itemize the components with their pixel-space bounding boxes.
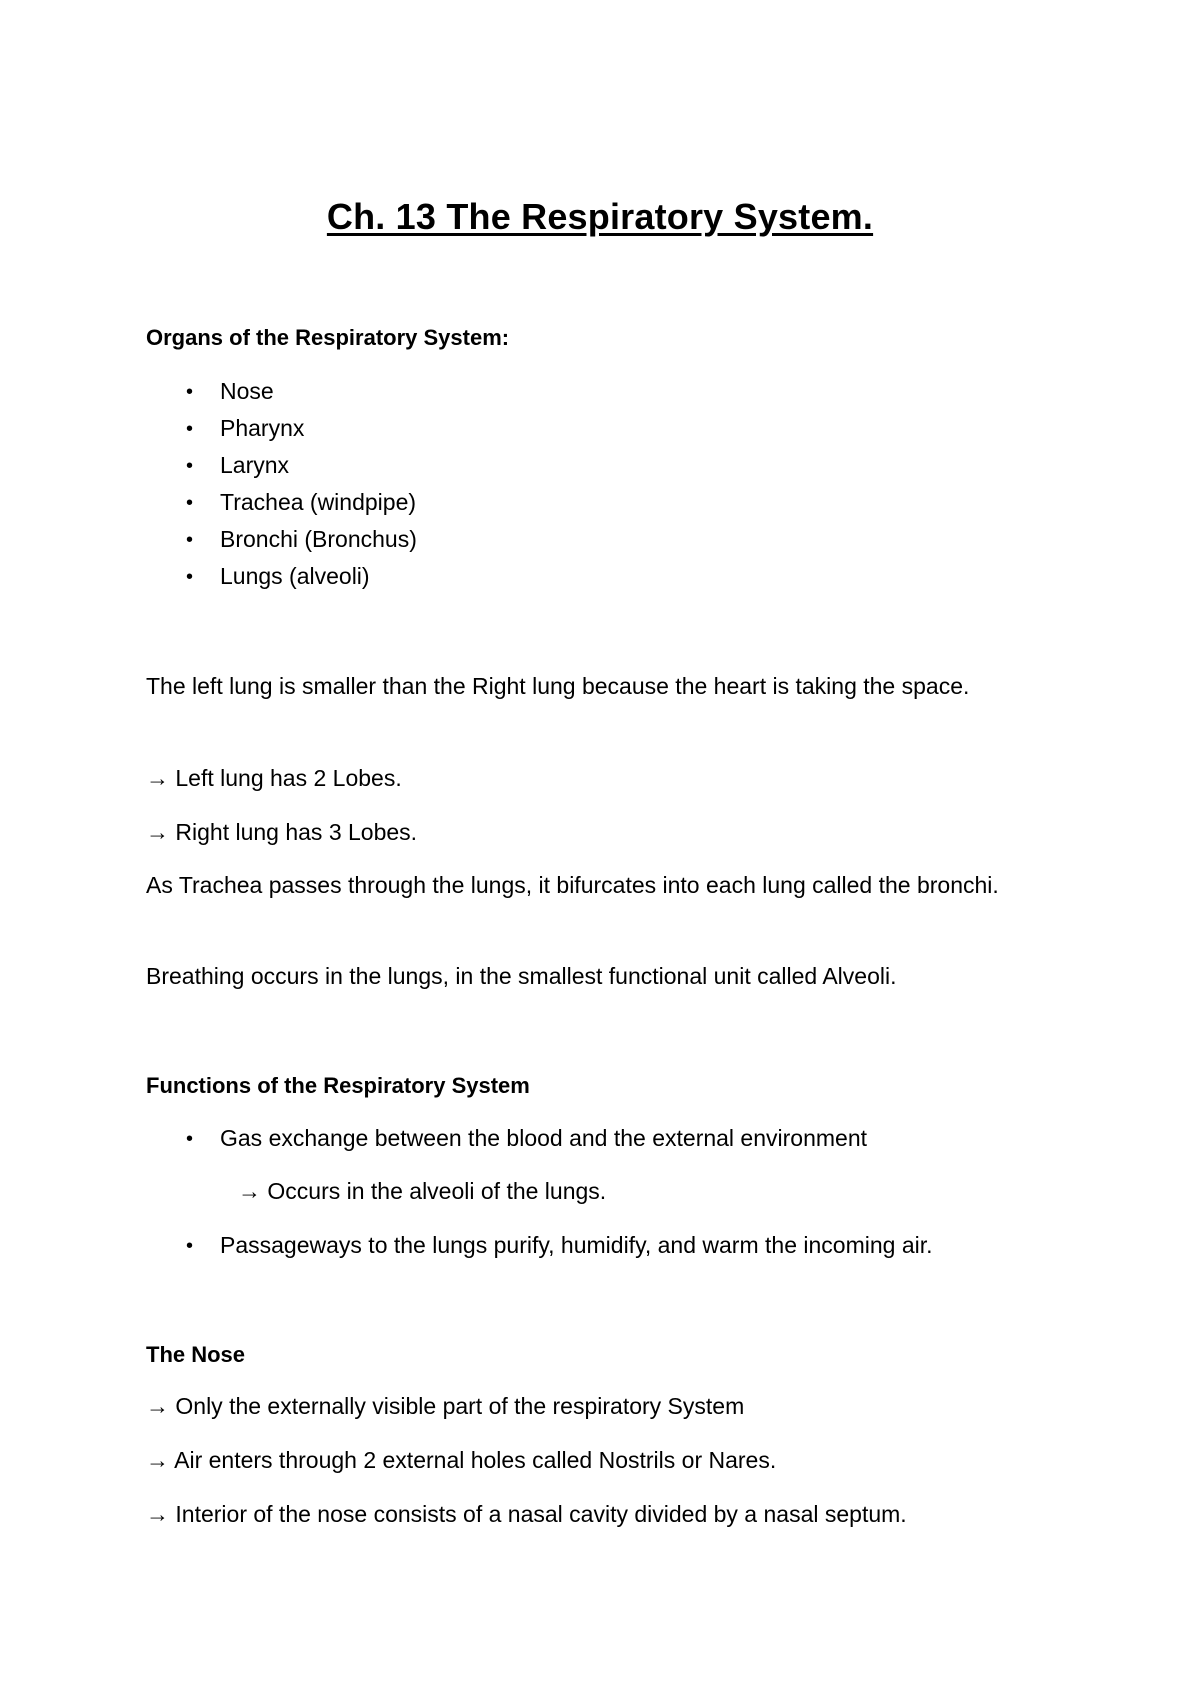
- list-item-text: Larynx: [220, 452, 290, 478]
- list-item-text: Trachea (windpipe): [220, 489, 417, 515]
- page-title: Ch. 13 The Respiratory System.: [326, 196, 874, 237]
- right-lung-lobes-text: → Right lung has 3 Lobes.: [146, 819, 418, 845]
- list-item-text: Pharynx: [220, 415, 305, 441]
- sub-point-text: → Occurs in the alveoli of the lungs.: [238, 1178, 607, 1204]
- list-item-text: Gas exchange between the blood and the external environment: [220, 1125, 867, 1151]
- functions-heading: Functions of the Respiratory System: [146, 1073, 530, 1098]
- bullet-icon: •: [186, 455, 194, 477]
- lungs-intro-paragraph: The left lung is smaller than the Right lung because the heart is taking the space.: [146, 673, 970, 699]
- trachea-paragraph: As Trachea passes through the lungs, it bifurcates into each lung called the bronchi.: [146, 872, 999, 898]
- nose-point-text: → Interior of the nose consists of a nasal cavity divided by a nasal septum.: [146, 1501, 907, 1527]
- nose-heading: The Nose: [146, 1342, 246, 1367]
- bullet-icon: •: [186, 381, 194, 403]
- organs-heading: Organs of the Respiratory System:: [146, 325, 510, 350]
- list-item-text: Passageways to the lungs purify, humidify, and warm the incoming air.: [220, 1232, 933, 1258]
- nose-point-text: → Air enters through 2 external holes called Nostrils or Nares.: [146, 1447, 777, 1473]
- list-item-text: Lungs (alveoli): [220, 563, 370, 589]
- nose-point-text: → Only the externally visible part of the respiratory System: [146, 1393, 745, 1419]
- bullet-icon: •: [186, 418, 194, 440]
- bullet-icon: •: [186, 1235, 194, 1257]
- left-lung-lobes-text: → Left lung has 2 Lobes.: [146, 765, 402, 791]
- breathing-paragraph: Breathing occurs in the lungs, in the smallest functional unit called Alveoli.: [146, 963, 897, 989]
- bullet-icon: •: [186, 529, 194, 551]
- bullet-icon: •: [186, 1128, 194, 1150]
- list-item-text: Nose: [220, 378, 274, 404]
- bullet-icon: •: [186, 492, 194, 514]
- bullet-icon: •: [186, 566, 194, 588]
- list-item-text: Bronchi (Bronchus): [220, 526, 417, 552]
